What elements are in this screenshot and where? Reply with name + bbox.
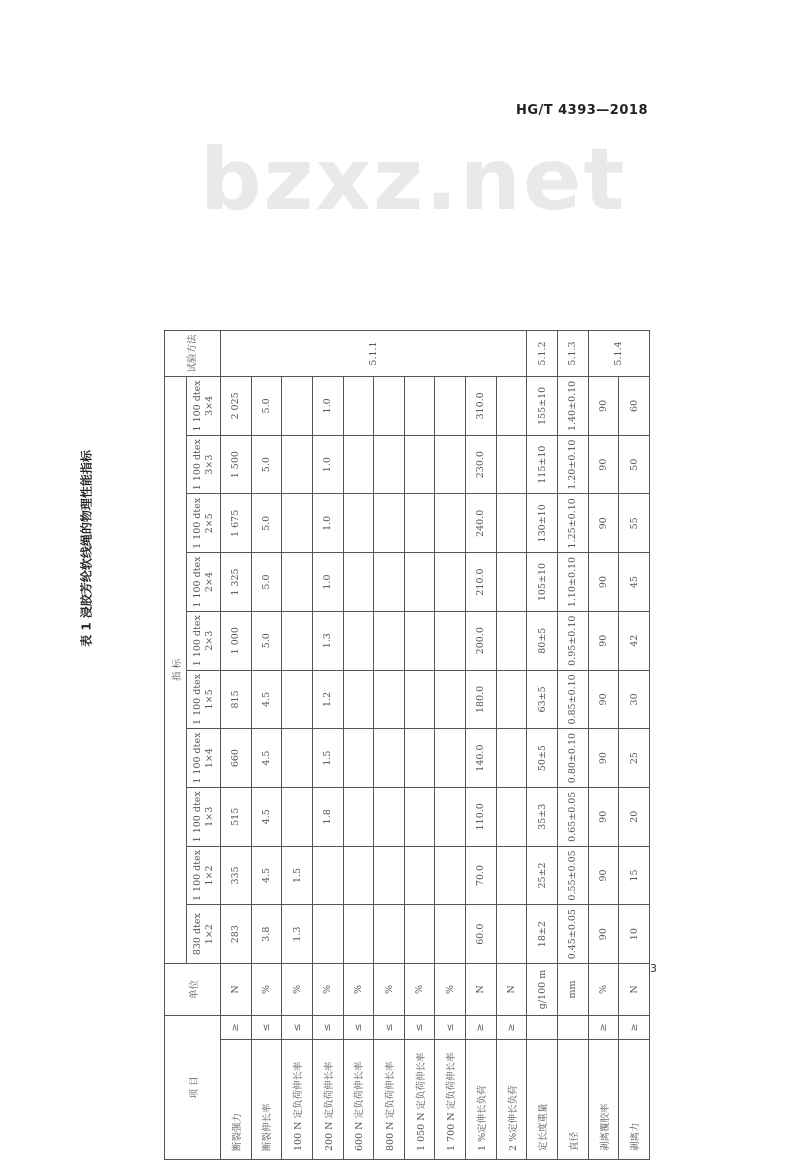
row-value: 230.0 [466,435,497,494]
row-value: 1.0 [312,553,343,612]
row-value [404,494,435,553]
row-value [282,670,313,729]
row-value [496,670,527,729]
spec-header: 1 100 dtex 1×2 [187,846,221,905]
row-operator: ≤ [374,1016,405,1040]
row-value [282,729,313,788]
row-value: 240.0 [466,494,497,553]
row-value [374,846,405,905]
watermark: bzxz.net [200,130,627,230]
row-value [343,435,374,494]
row-value [404,787,435,846]
spec-header: 1 100 dtex 3×4 [187,377,221,436]
row-name: 剥离覆胶率 [588,1040,619,1160]
row-value: 90 [588,435,619,494]
row-method: 5.1.2 [527,331,558,377]
row-operator: ≤ [435,1016,466,1040]
row-value: 1.40±0.10 [558,377,589,436]
row-value [496,729,527,788]
table-row [282,331,313,1160]
row-value: 110.0 [466,787,497,846]
row-value [435,494,466,553]
row-value: 90 [588,846,619,905]
row-value: 25 [619,729,650,788]
row-value: 90 [588,377,619,436]
row-value: 1 325 [221,553,252,612]
row-unit: N [496,964,527,1016]
row-value [496,905,527,964]
table-row [374,331,405,1160]
row-value: 90 [588,553,619,612]
row-value [435,435,466,494]
row-value: 5.0 [251,494,282,553]
row-operator [527,1016,558,1040]
row-unit: N [619,964,650,1016]
row-operator: ≤ [282,1016,313,1040]
row-value [404,435,435,494]
row-value [496,846,527,905]
row-value: 4.5 [251,729,282,788]
row-value: 1.0 [312,377,343,436]
row-unit: % [435,964,466,1016]
spec-header: 1 100 dtex 3×3 [187,435,221,494]
table-caption: 表 1 浸胶芳纶软线绳的物理性能指标 [79,450,94,647]
row-value: 1.3 [312,611,343,670]
row-value [374,435,405,494]
row-value [374,729,405,788]
row-value: 180.0 [466,670,497,729]
page-number: 3 [650,962,657,975]
row-value: 18±2 [527,905,558,964]
spec-header: 1 100 dtex 2×5 [187,494,221,553]
row-value: 140.0 [466,729,497,788]
row-value: 155±10 [527,377,558,436]
row-value: 70.0 [466,846,497,905]
row-value: 1.0 [312,494,343,553]
row-value [435,377,466,436]
row-value: 1.5 [282,846,313,905]
row-value: 3.8 [251,905,282,964]
row-value: 200.0 [466,611,497,670]
row-value [496,787,527,846]
standard-code: HG/T 4393—2018 [515,103,648,118]
row-value: 4.5 [251,846,282,905]
row-value: 45 [619,553,650,612]
row-value: 90 [588,611,619,670]
row-value: 105±10 [527,553,558,612]
row-value [404,846,435,905]
table-row [312,331,343,1160]
spec-header: 1 100 dtex 2×3 [187,611,221,670]
row-value: 90 [588,905,619,964]
row-name: 定长度重量 [527,1040,558,1160]
rotated-table-wrapper [164,330,650,1160]
row-value [282,494,313,553]
row-value [282,553,313,612]
row-value [435,553,466,612]
row-value [404,611,435,670]
table-row [588,331,619,1160]
row-unit: % [251,964,282,1016]
row-value [404,553,435,612]
row-value [435,670,466,729]
row-value: 2 025 [221,377,252,436]
table-row [558,331,589,1160]
row-value: 90 [588,729,619,788]
row-operator: ≤ [251,1016,282,1040]
row-value: 50 [619,435,650,494]
row-value: 90 [588,494,619,553]
row-value: 310.0 [466,377,497,436]
table-row [221,331,252,1160]
row-value: 515 [221,787,252,846]
row-value: 335 [221,846,252,905]
row-value: 1.3 [282,905,313,964]
row-value: 30 [619,670,650,729]
row-value: 35±3 [527,787,558,846]
row-unit: % [343,964,374,1016]
row-unit: N [221,964,252,1016]
row-value [343,553,374,612]
row-value: 1.10±0.10 [558,553,589,612]
row-operator: ≤ [404,1016,435,1040]
row-name: 200 N 定负荷伸长率 [312,1040,343,1160]
row-value: 130±10 [527,494,558,553]
row-value [374,905,405,964]
row-value: 5.0 [251,435,282,494]
row-name: 1 %定伸长负荷 [466,1040,497,1160]
row-value: 210.0 [466,553,497,612]
table-row [404,331,435,1160]
row-value: 80±5 [527,611,558,670]
row-value: 25±2 [527,846,558,905]
row-value: 660 [221,729,252,788]
row-value: 1.20±0.10 [558,435,589,494]
row-value [374,670,405,729]
row-value: 0.95±0.10 [558,611,589,670]
row-name: 600 N 定负荷伸长率 [343,1040,374,1160]
row-value [496,611,527,670]
row-value [404,729,435,788]
row-value [374,494,405,553]
table-row [619,331,650,1160]
row-name: 直径 [558,1040,589,1160]
row-value: 42 [619,611,650,670]
row-value [404,670,435,729]
row-value [496,553,527,612]
row-value [496,494,527,553]
table-row [466,331,497,1160]
row-name: 1 700 N 定负荷伸长率 [435,1040,466,1160]
table-row [527,331,558,1160]
row-value [343,729,374,788]
row-value: 15 [619,846,650,905]
header-item: 项 目 [165,1016,221,1160]
row-method: 5.1.1 [221,331,527,377]
row-value [312,846,343,905]
row-value [282,435,313,494]
row-name: 1 050 N 定负荷伸长率 [404,1040,435,1160]
row-value: 0.65±0.05 [558,787,589,846]
row-value [374,787,405,846]
row-value: 5.0 [251,377,282,436]
row-value: 0.85±0.10 [558,670,589,729]
row-value [496,435,527,494]
row-value: 1.8 [312,787,343,846]
row-value: 4.5 [251,787,282,846]
table-row [251,331,282,1160]
row-operator: ≥ [588,1016,619,1040]
row-value: 0.80±0.10 [558,729,589,788]
row-method: 5.1.3 [558,331,589,377]
row-unit: % [312,964,343,1016]
row-value: 60 [619,377,650,436]
properties-table [164,330,650,1160]
row-value: 0.45±0.05 [558,905,589,964]
row-unit: % [282,964,313,1016]
row-value [282,787,313,846]
row-value: 1 675 [221,494,252,553]
row-value [282,377,313,436]
row-value [404,905,435,964]
row-value: 50±5 [527,729,558,788]
row-name: 100 N 定负荷伸长率 [282,1040,313,1160]
header-indicator: 指 标 [165,377,187,964]
row-operator: ≥ [221,1016,252,1040]
row-value: 1 000 [221,611,252,670]
table-row [496,331,527,1160]
row-value: 90 [588,787,619,846]
row-value: 20 [619,787,650,846]
row-unit: g/100 m [527,964,558,1016]
row-name: 800 N 定负荷伸长率 [374,1040,405,1160]
row-value [435,787,466,846]
row-operator: ≥ [466,1016,497,1040]
row-value: 1.2 [312,670,343,729]
row-value: 60.0 [466,905,497,964]
header-method: 试验方法 [165,331,221,377]
header-unit: 单位 [165,964,221,1016]
row-value [374,611,405,670]
row-value [435,846,466,905]
row-value [343,846,374,905]
row-operator: ≥ [619,1016,650,1040]
row-operator: ≤ [343,1016,374,1040]
spec-header: 1 100 dtex 1×4 [187,729,221,788]
row-unit: % [588,964,619,1016]
row-unit: % [404,964,435,1016]
row-value: 63±5 [527,670,558,729]
row-value [435,729,466,788]
row-value: 815 [221,670,252,729]
row-unit: mm [558,964,589,1016]
row-operator: ≤ [312,1016,343,1040]
row-value [282,611,313,670]
row-value: 115±10 [527,435,558,494]
row-value [343,494,374,553]
row-method: 5.1.4 [588,331,649,377]
row-value [343,377,374,436]
table-row [343,331,374,1160]
row-value [343,905,374,964]
row-value [343,787,374,846]
row-value [374,377,405,436]
row-operator: ≥ [496,1016,527,1040]
row-value: 5.0 [251,553,282,612]
row-value: 1 500 [221,435,252,494]
row-value [435,611,466,670]
row-unit: N [466,964,497,1016]
spec-header: 830 dtex 1×2 [187,905,221,964]
row-value: 4.5 [251,670,282,729]
row-value [374,553,405,612]
table-row [435,331,466,1160]
row-value: 283 [221,905,252,964]
row-name: 断裂伸长率 [251,1040,282,1160]
row-value: 5.0 [251,611,282,670]
row-value: 90 [588,670,619,729]
row-value: 1.0 [312,435,343,494]
row-name: 2 %定伸长负荷 [496,1040,527,1160]
row-value [435,905,466,964]
row-value: 55 [619,494,650,553]
spec-header: 1 100 dtex 1×5 [187,670,221,729]
row-value: 1.5 [312,729,343,788]
row-unit: % [374,964,405,1016]
row-value [404,377,435,436]
row-value [343,611,374,670]
row-value [496,377,527,436]
row-name: 断裂强力 [221,1040,252,1160]
row-value: 10 [619,905,650,964]
spec-header: 1 100 dtex 1×3 [187,787,221,846]
spec-header: 1 100 dtex 2×4 [187,553,221,612]
row-value: 1.25±0.10 [558,494,589,553]
row-value: 0.55±0.05 [558,846,589,905]
row-operator [558,1016,589,1040]
row-value [343,670,374,729]
row-name: 剥离力 [619,1040,650,1160]
row-value [312,905,343,964]
